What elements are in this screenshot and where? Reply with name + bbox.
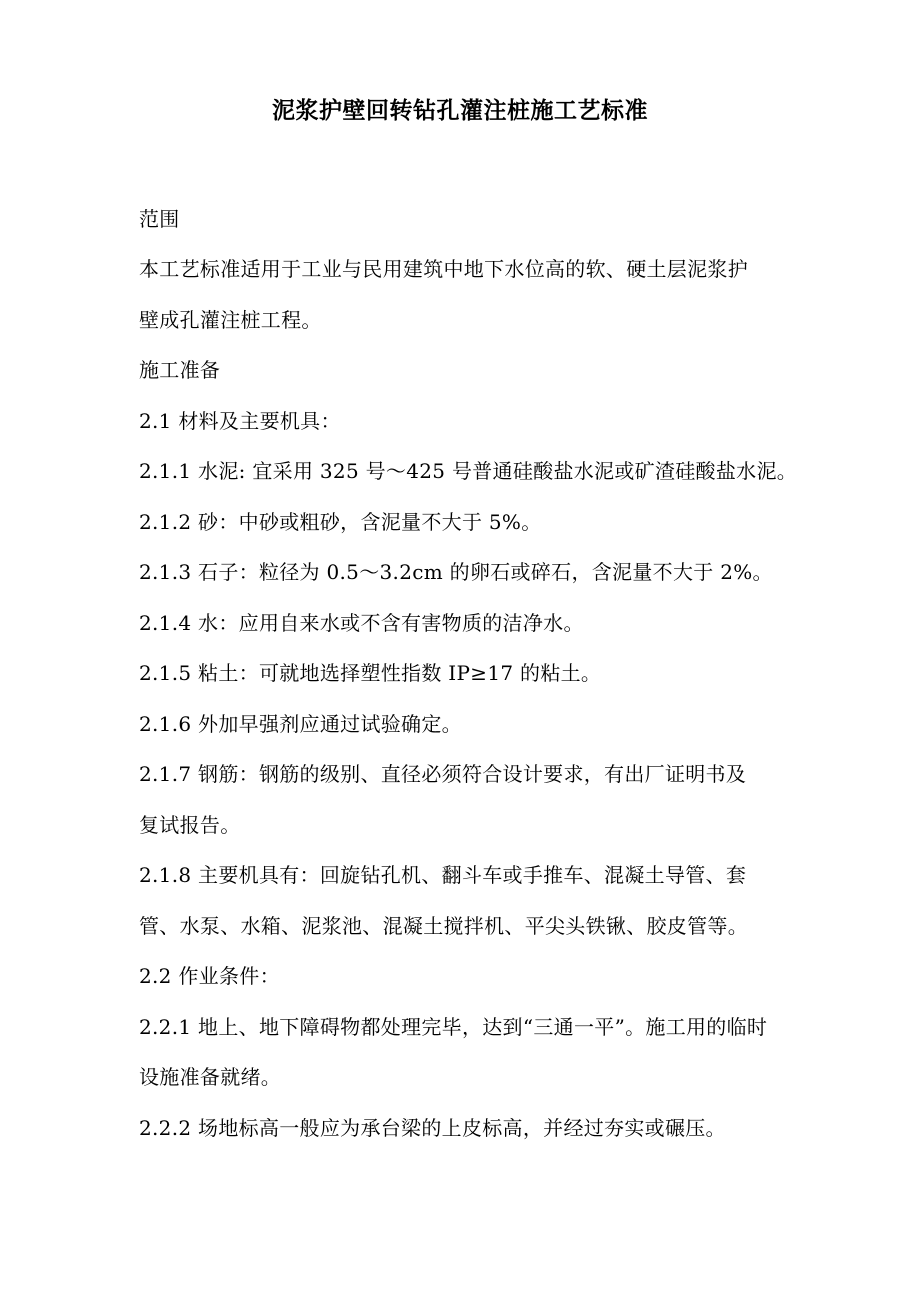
- paragraph-line: 壁成孔灌注桩工程。: [139, 308, 322, 332]
- item-steel: 2.1.7 钢筋：钢筋的级别、直径必须符合设计要求，有出厂证明书及: [139, 762, 747, 786]
- item-equipment: 2.1.8 主要机具有：回旋钻孔机、翻斗车或手推车、混凝土导管、套: [139, 863, 747, 887]
- paragraph-line: 复试报告。: [139, 813, 241, 837]
- paragraph-line: 管、水泵、水箱、泥浆池、混凝土搅拌机、平尖头铁锹、胶皮管等。: [139, 914, 748, 938]
- subsection-heading-materials: 2.1 材料及主要机具：: [139, 409, 341, 433]
- item-site-elevation: 2.2.2 场地标高一般应为承台梁的上皮标高，并经过夯实或碾压。: [139, 1116, 726, 1140]
- item-stone: 2.1.3 石子：粒径为 0.5～3.2cm 的卵石或碎石，含泥量不大于 2%。: [139, 560, 773, 584]
- item-admixture: 2.1.6 外加早强剂应通过试验确定。: [139, 712, 462, 736]
- item-obstacles: 2.2.1 地上、地下障碍物都处理完毕，达到“三通一平”。施工用的临时: [139, 1015, 768, 1039]
- item-sand: 2.1.2 砂：中砂或粗砂，含泥量不大于 5%。: [139, 510, 542, 534]
- item-cement: 2.1.1 水泥: 宜采用 325 号～425 号普通硅酸盐水泥或矿渣硅酸盐水泥。: [139, 459, 798, 483]
- item-clay: 2.1.5 粘土：可就地选择塑性指数 IP≥17 的粘土。: [139, 661, 602, 685]
- paragraph-line: 本工艺标准适用于工业与民用建筑中地下水位高的软、硬土层泥浆护: [139, 257, 748, 281]
- section-heading-preparation: 施工准备: [139, 358, 221, 382]
- document-title: 泥浆护壁回转钻孔灌注桩施工艺标准: [272, 97, 648, 124]
- section-heading-scope: 范围: [139, 207, 180, 231]
- subsection-heading-conditions: 2.2 作业条件：: [139, 964, 280, 988]
- paragraph-line: 设施准备就绪。: [139, 1065, 282, 1089]
- item-water: 2.1.4 水：应用自来水或不含有害物质的洁净水。: [139, 611, 584, 635]
